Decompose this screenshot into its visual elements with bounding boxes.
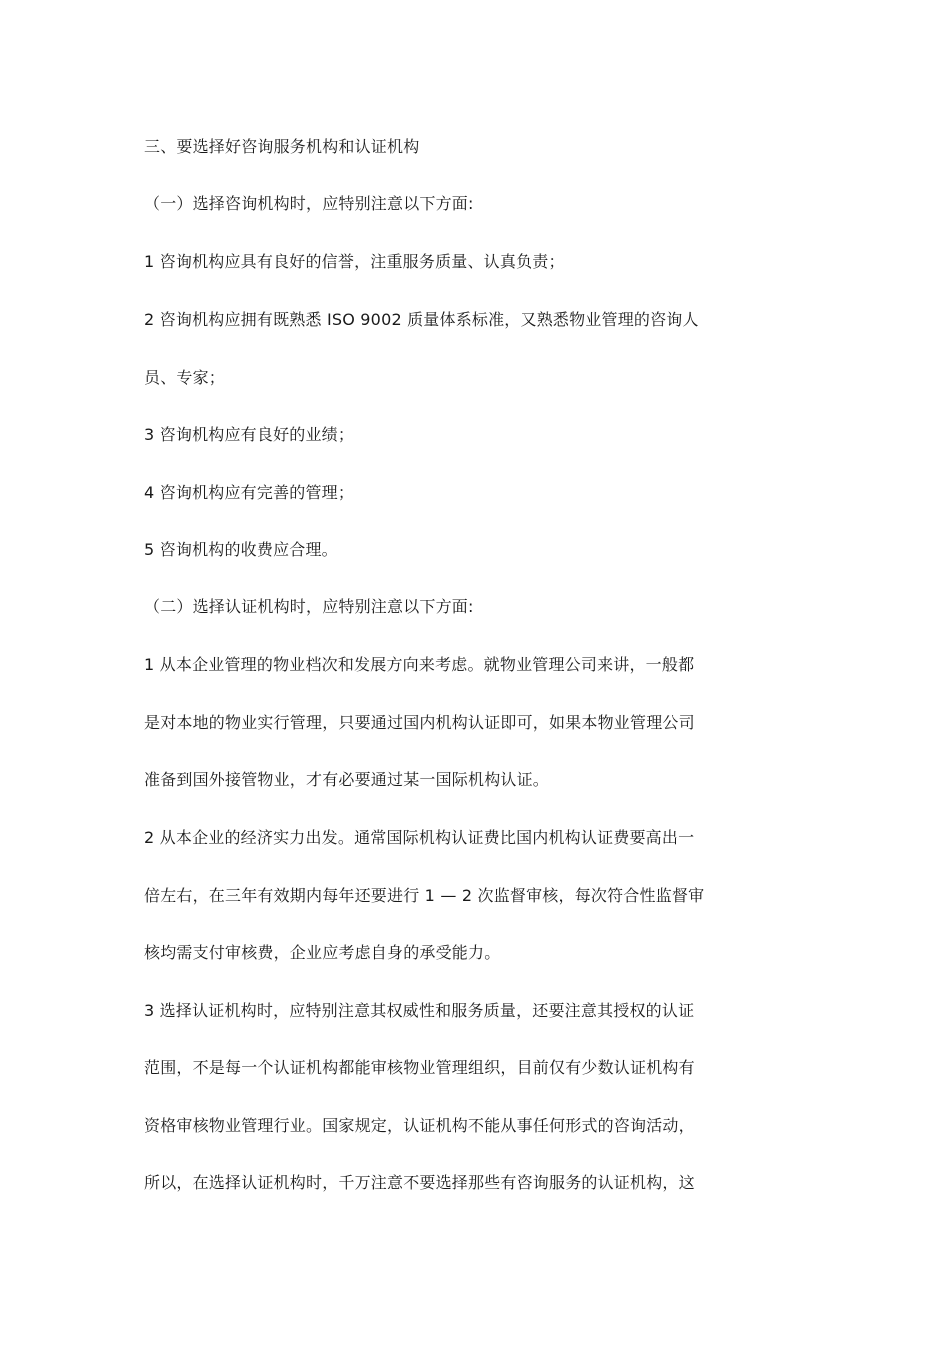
certification-item-1-line-2: 是对本地的物业实行管理，只要通过国内机构认证即可，如果本物业管理公司: [144, 713, 695, 732]
certification-item-2-line-2: 倍左右，在三年有效期内每年还要进行 1 — 2 次监督审核，每次符合性监督审: [144, 886, 705, 905]
consulting-item-1: 1 咨询机构应具有良好的信誉，注重服务质量、认真负责；: [144, 252, 565, 271]
certification-item-3-line-3: 资格审核物业管理行业。国家规定，认证机构不能从事任何形式的咨询活动，: [144, 1116, 695, 1135]
certification-item-3-line-2: 范围，不是每一个认证机构都能审核物业管理组织，目前仅有少数认证机构有: [144, 1058, 695, 1077]
consulting-item-3: 3 咨询机构应有良好的业绩；: [144, 425, 355, 444]
subsection-title-consulting: （一）选择咨询机构时，应特别注意以下方面:: [144, 194, 474, 213]
consulting-item-4: 4 咨询机构应有完善的管理；: [144, 483, 355, 502]
certification-item-2-line-1: 2 从本企业的经济实力出发。通常国际机构认证费比国内机构认证费要高出一: [144, 828, 695, 847]
certification-item-3-line-4: 所以，在选择认证机构时，千万注意不要选择那些有咨询服务的认证机构，这: [144, 1173, 695, 1192]
section-heading: 三、要选择好咨询服务机构和认证机构: [144, 137, 420, 156]
certification-item-1-line-1: 1 从本企业管理的物业档次和发展方向来考虑。就物业管理公司来讲，一般都: [144, 655, 695, 674]
certification-item-3-line-1: 3 选择认证机构时，应特别注意其权威性和服务质量，还要注意其授权的认证: [144, 1001, 695, 1020]
certification-item-1-line-3: 准备到国外接管物业，才有必要通过某一国际机构认证。: [144, 770, 550, 789]
subsection-title-certification: （二）选择认证机构时，应特别注意以下方面:: [144, 597, 474, 616]
consulting-item-2-line-1: 2 咨询机构应拥有既熟悉 ISO 9002 质量体系标准，又熟悉物业管理的咨询人: [144, 310, 699, 329]
certification-item-2-line-3: 核均需支付审核费，企业应考虑自身的承受能力。: [144, 943, 501, 962]
consulting-item-2-line-2: 员、专家；: [144, 368, 226, 387]
consulting-item-5: 5 咨询机构的收费应合理。: [144, 540, 338, 559]
